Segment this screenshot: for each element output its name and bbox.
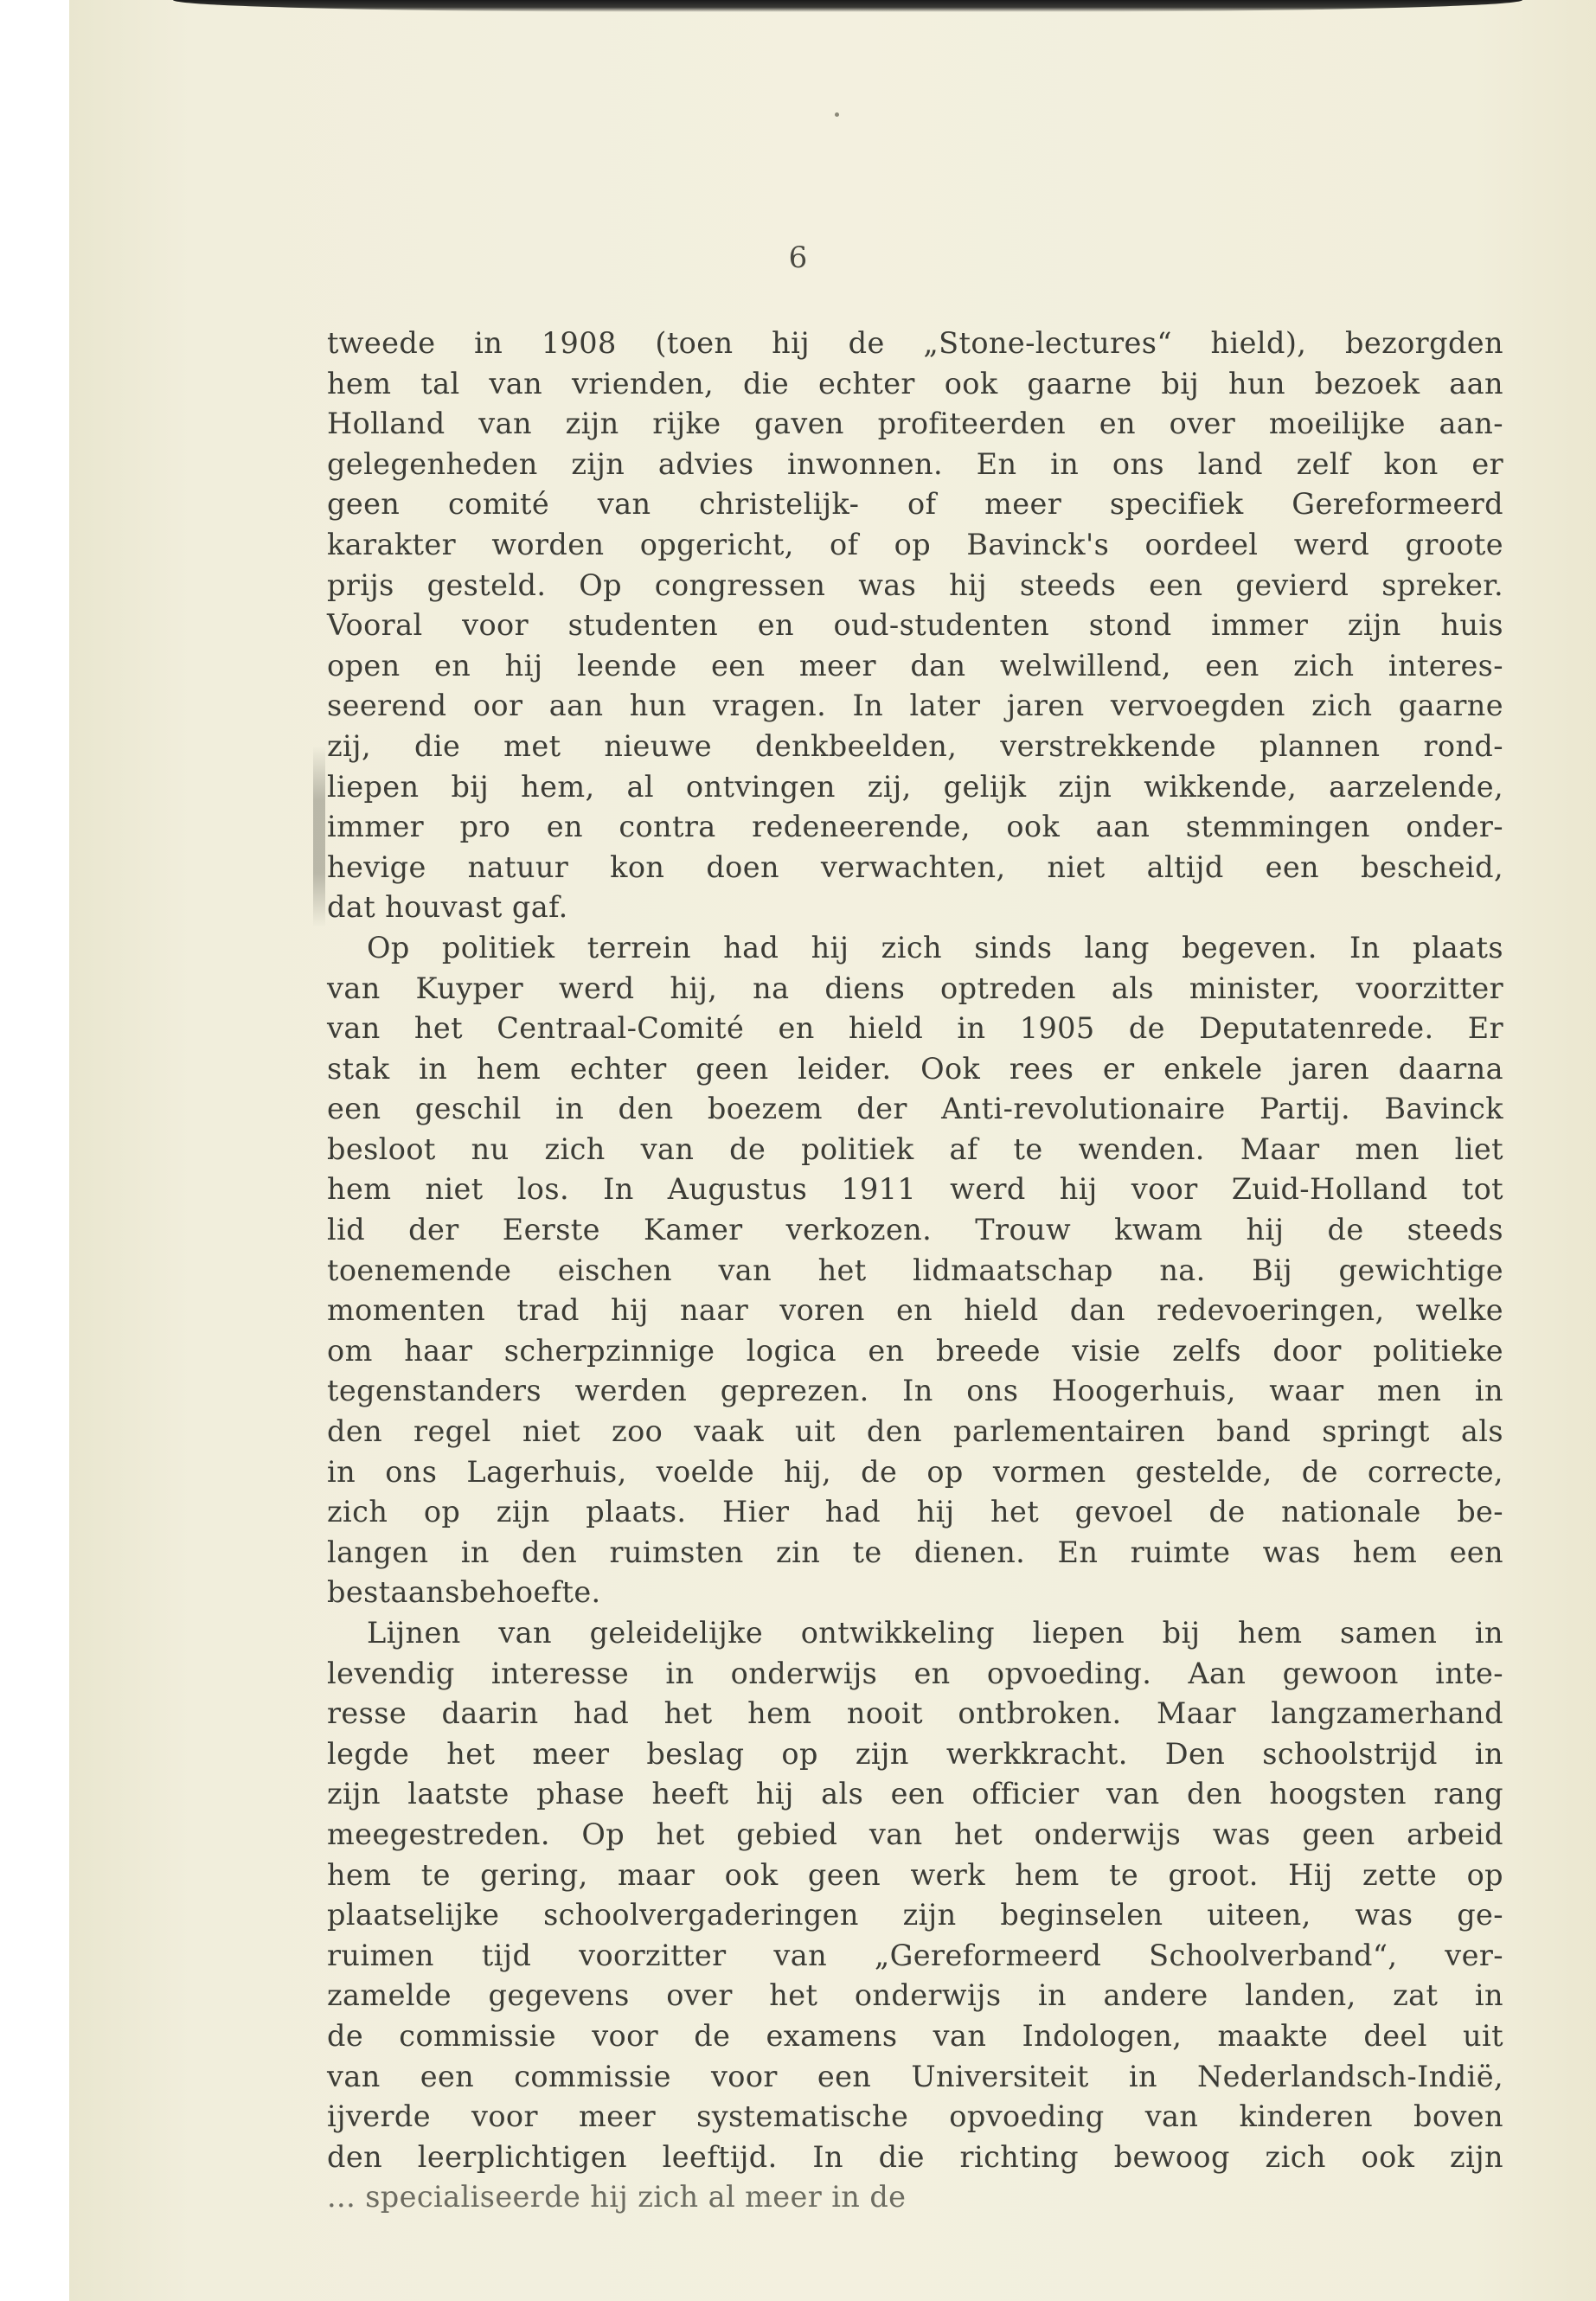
text-line: bestaansbehoefte. [327,1575,601,1610]
text-line: van het Centraal-Comité en hield in 1905 de Deputatenrede. Er [327,1011,1503,1046]
text-line: liepen bij hem, al ontvingen zij, gelijk zijn wikkende, aarzelende, [327,769,1503,804]
text-line: Lijnen van geleidelijke ontwikkeling liepen bij hem samen in [367,1616,1503,1650]
text-line: gelegenheden zijn advies inwonnen. En in ons land zelf kon er [327,446,1503,481]
text-line: hem te gering, maar ook geen werk hem te groot. Hij zette op [327,1857,1503,1892]
text-line: meegestreden. Op het gebied van het onderwijs was geen arbeid [327,1817,1503,1851]
text-line: zamelde gegevens over het onderwijs in andere landen, zat in [327,1978,1503,2013]
paper-speck [835,112,839,117]
text-line: een geschil in den boezem der Anti-revolutionaire Partij. Bavinck [327,1092,1503,1126]
text-line: om haar scherpzinnige logica en breede visie zelfs door politieke [327,1333,1503,1368]
text-line: dat houvast gaf. [327,890,568,925]
text-line: hem niet los. In Augustus 1911 werd hij voor Zuid-Holland tot [327,1172,1503,1207]
text-line: hem tal van vrienden, die echter ook gaarne bij hun bezoek aan [327,366,1503,401]
page-number: 6 [788,240,808,275]
text-line: zich op zijn plaats. Hier had hij het gevoel de nationale be- [327,1495,1503,1529]
text-line: ruimen tijd voorzitter van „Gereformeerd Schoolverband“, ver- [327,1938,1503,1972]
text-line: stak in hem echter geen leider. Ook rees er enkele jaren daarna [327,1051,1503,1086]
text-line: den regel niet zoo vaak uit den parlementairen band springt als [327,1414,1503,1449]
text-line: Vooral voor studenten en oud-studenten stond immer zijn huis [327,608,1503,643]
text-line: momenten trad hij naar voren en hield dan redevoeringen, welke [327,1293,1503,1328]
text-line: plaatselijke schoolvergaderingen zijn beginselen uiteen, was ge- [327,1898,1503,1932]
text-line: karakter worden opgericht, of op Bavinck's oordeel werd groote [327,527,1503,561]
text-line: Holland van zijn rijke gaven profiteerden en over moeilijke aan- [327,407,1503,441]
text-line: geen comité van christelijk- of meer specifiek Gereformeerd [327,487,1503,522]
margin-mark [313,746,325,927]
text-line: levendig interesse in onderwijs en opvoeding. Aan gewoon inte- [327,1656,1503,1690]
text-line: zijn laatste phase heeft hij als een officier van den hoogsten rang [327,1777,1503,1811]
text-line: tegenstanders werden geprezen. In ons Hoogerhuis, waar men in [327,1374,1503,1408]
text-line: lid der Eerste Kamer verkozen. Trouw kwam hij de steeds [327,1213,1503,1247]
text-line: de commissie voor de examens van Indologen, maakte deel uit [327,2018,1503,2053]
text-line: immer pro en contra redeneerende, ook aan stemmingen onder- [327,810,1503,844]
body-text [327,324,1503,2218]
text-line: ijverde voor meer systematische opvoeding van kinderen boven [327,2099,1503,2134]
text-line: den leerplichtigen leeftijd. In die richting bewoog zich ook zijn [327,2139,1503,2174]
text-line: langen in den ruimsten zin te dienen. En ruimte was hem een [327,1535,1503,1569]
text-line: legde het meer beslag op zijn werkkracht. Den schoolstrijd in [327,1736,1503,1771]
text-line: van Kuyper werd hij, na diens optreden als minister, voorzitter [327,971,1503,1005]
text-line: zij, die met nieuwe denkbeelden, verstrekkende plannen rond- [327,728,1503,763]
text-line: ... specialiseerde hij zich al meer in de [327,2180,907,2214]
text-line: open en hij leende een meer dan welwillend, een zich interes- [327,648,1503,683]
text-line: in ons Lagerhuis, voelde hij, de op vormen gestelde, de correcte, [327,1454,1503,1489]
text-line: hevige natuur kon doen verwachten, niet altijd een bescheid, [327,849,1503,884]
text-line: besloot nu zich van de politiek af te wenden. Maar men liet [327,1131,1503,1166]
text-line: van een commissie voor een Universiteit in Nederlandsch-Indië, [327,2059,1503,2093]
text-line: seerend oor aan hun vragen. In later jaren vervoegden zich gaarne [327,689,1503,723]
text-line: tweede in 1908 (toen hij de „Stone-lectures“ hield), bezorgden [327,326,1503,360]
text-line: Op politiek terrein had hij zich sinds lang begeven. In plaats [367,930,1503,965]
text-line: toenemende eischen van het lidmaatschap na. Bij gewichtige [327,1253,1503,1287]
text-line: prijs gesteld. Op congressen was hij steeds een gevierd spreker. [327,567,1503,602]
text-line: resse daarin had het hem nooit ontbroken. Maar langzamerhand [327,1696,1503,1731]
